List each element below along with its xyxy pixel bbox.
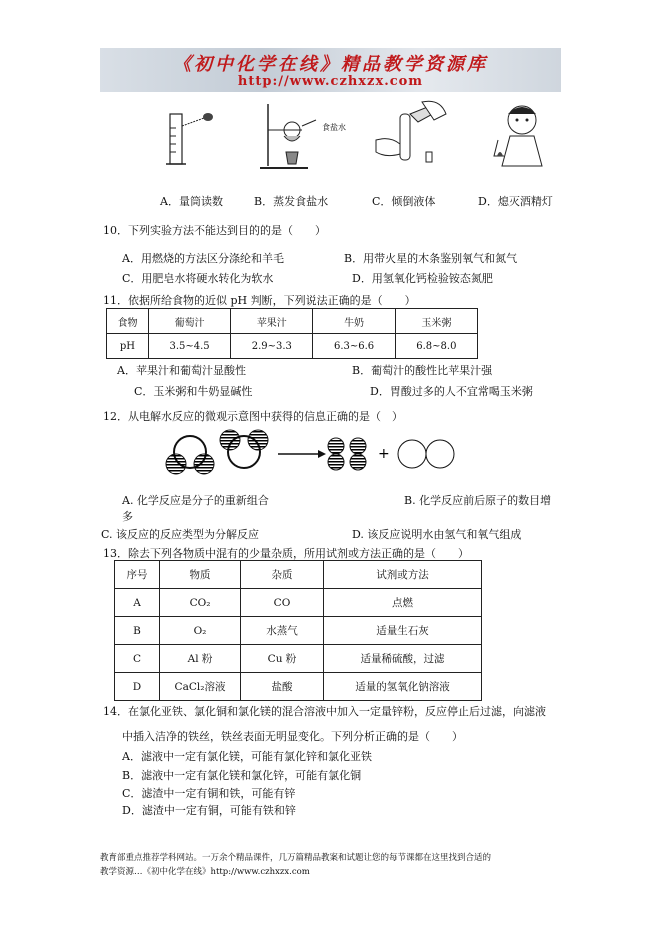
evaporation-figure bbox=[256, 102, 340, 172]
q11-value-cell: 6.8~8.0 bbox=[395, 334, 477, 359]
q13-table bbox=[114, 560, 482, 701]
q10-option-b[interactable]: B．用带火星的木条鉴别氧气和氮气 bbox=[344, 252, 518, 265]
table-cell: CaCl₂溶液 bbox=[160, 673, 241, 701]
q10-option-d[interactable]: D．用氢氧化钙检验铵态氮肥 bbox=[352, 272, 493, 285]
q13-header-cell: 物质 bbox=[160, 561, 241, 589]
q11-value-cell: 3.5~4.5 bbox=[148, 334, 230, 359]
page-footer bbox=[100, 851, 570, 879]
q11-stem: 11．依据所给食物的近似 pH 判断，下列说法正确的是（ ） bbox=[103, 294, 416, 307]
footer-line-2[interactable]: 教学资源…《初中化学在线》http://www.czhxzx.com bbox=[100, 867, 310, 877]
banner-title: 《初中化学在线》精品教学资源库 bbox=[173, 54, 488, 75]
q11-option-d[interactable]: D．胃酸过多的人不宜常喝玉米粥 bbox=[370, 385, 533, 398]
q13-stem: 13．除去下列各物质中混有的少量杂质，所用试剂或方法正确的是（ ） bbox=[103, 547, 469, 560]
table-cell: O₂ bbox=[160, 617, 241, 645]
graduated-cylinder-figure bbox=[160, 108, 220, 168]
q13-header-cell: 杂质 bbox=[241, 561, 324, 589]
q11-header-cell: 苹果汁 bbox=[231, 309, 313, 334]
figure-label-b: B．蒸发食盐水 bbox=[254, 195, 329, 208]
table-cell: 水蒸气 bbox=[241, 617, 324, 645]
table-cell: Al 粉 bbox=[160, 645, 241, 673]
table-cell: 点燃 bbox=[324, 589, 482, 617]
q10-option-a[interactable]: A．用燃烧的方法区分涤纶和羊毛 bbox=[122, 252, 284, 265]
pouring-liquid-figure bbox=[370, 100, 450, 172]
table-row bbox=[115, 645, 482, 673]
q11-value-cell: 2.9~3.3 bbox=[231, 334, 313, 359]
q10-stem: 10．下列实验方法不能达到目的的是（ ） bbox=[103, 224, 326, 237]
q11-option-a[interactable]: A．苹果汁和葡萄汁显酸性 bbox=[117, 364, 246, 377]
extinguish-lamp-figure bbox=[492, 100, 554, 172]
q14-stem-continued: 中插入洁净的铁丝，铁丝表面无明显变化。下列分析正确的是（ ） bbox=[122, 730, 463, 743]
q11-option-c[interactable]: C．玉米粥和牛奶显碱性 bbox=[134, 385, 253, 398]
plus-sign: + bbox=[378, 446, 390, 462]
table-row bbox=[115, 589, 482, 617]
q12-option-a[interactable]: A. 化学反应是分子的重新组合 bbox=[122, 494, 269, 507]
q12-option-b[interactable]: B. 化学反应前后原子的数目增 bbox=[404, 494, 552, 507]
q12-option-c[interactable]: C. 该反应的反应类型为分解反应 bbox=[101, 528, 260, 541]
q14-option-d[interactable]: D．滤渣中一定有铜，可能有铁和锌 bbox=[122, 804, 296, 817]
salt-water-label: 食盐水 bbox=[322, 123, 346, 132]
q11-header-cell: 食物 bbox=[107, 309, 149, 334]
banner-url[interactable]: http://www.czhxzx.com bbox=[237, 74, 424, 89]
q12-stem: 12．从电解水反应的微观示意图中获得的信息正确的是（ ） bbox=[103, 410, 403, 423]
figure-label-c: C．倾倒液体 bbox=[372, 195, 436, 208]
table-cell: CO bbox=[241, 589, 324, 617]
q14-stem: 14．在氯化亚铁、氯化铜和氯化镁的混合溶液中加入一定量锌粉，反应停止后过滤，向滤液 bbox=[103, 705, 546, 718]
table-cell: 盐酸 bbox=[241, 673, 324, 701]
table-cell: 适量生石灰 bbox=[324, 617, 482, 645]
table-cell: D bbox=[115, 673, 160, 701]
table-cell: 适量的氢氧化钠溶液 bbox=[324, 673, 482, 701]
q12-option-d[interactable]: D. 该反应说明水由氢气和氧气组成 bbox=[352, 528, 522, 541]
q11-value-cell: 6.3~6.6 bbox=[313, 334, 395, 359]
electrolysis-diagram bbox=[160, 428, 460, 478]
q11-option-b[interactable]: B．葡萄汁的酸性比苹果汁强 bbox=[352, 364, 493, 377]
q10-option-c[interactable]: C．用肥皂水将硬水转化为软水 bbox=[122, 272, 274, 285]
table-cell: CO₂ bbox=[160, 589, 241, 617]
table-cell: 适量稀硫酸，过滤 bbox=[324, 645, 482, 673]
q11-header-cell: 葡萄汁 bbox=[148, 309, 230, 334]
table-cell: B bbox=[115, 617, 160, 645]
table-row bbox=[115, 673, 482, 701]
q13-header-cell: 序号 bbox=[115, 561, 160, 589]
q14-option-c[interactable]: C．滤渣中一定有铜和铁，可能有锌 bbox=[122, 787, 296, 800]
header-banner bbox=[100, 48, 561, 92]
figure-label-d: D．熄灭酒精灯 bbox=[478, 195, 553, 208]
footer-line-1: 教育部重点推荐学科网站。一万余个精品课件，几万篇精品教案和试题让您的每节课都在这里找到合适的 bbox=[100, 853, 492, 863]
q14-option-b[interactable]: B．滤液中一定有氯化镁和氯化锌，可能有氯化铜 bbox=[122, 769, 362, 782]
figure-label-a: A．量筒读数 bbox=[160, 195, 223, 208]
q11-header-cell: 玉米粥 bbox=[395, 309, 477, 334]
q12-option-b-continued: 多 bbox=[122, 510, 133, 523]
q11-header-cell: 牛奶 bbox=[313, 309, 395, 334]
table-row bbox=[115, 617, 482, 645]
q13-header-cell: 试剂或方法 bbox=[324, 561, 482, 589]
table-cell: A bbox=[115, 589, 160, 617]
q11-ph-table bbox=[106, 308, 478, 359]
table-cell: Cu 粉 bbox=[241, 645, 324, 673]
table-cell: C bbox=[115, 645, 160, 673]
q11-value-cell: pH bbox=[107, 334, 149, 359]
q14-option-a[interactable]: A．滤液中一定有氯化镁，可能有氯化锌和氯化亚铁 bbox=[122, 750, 372, 763]
